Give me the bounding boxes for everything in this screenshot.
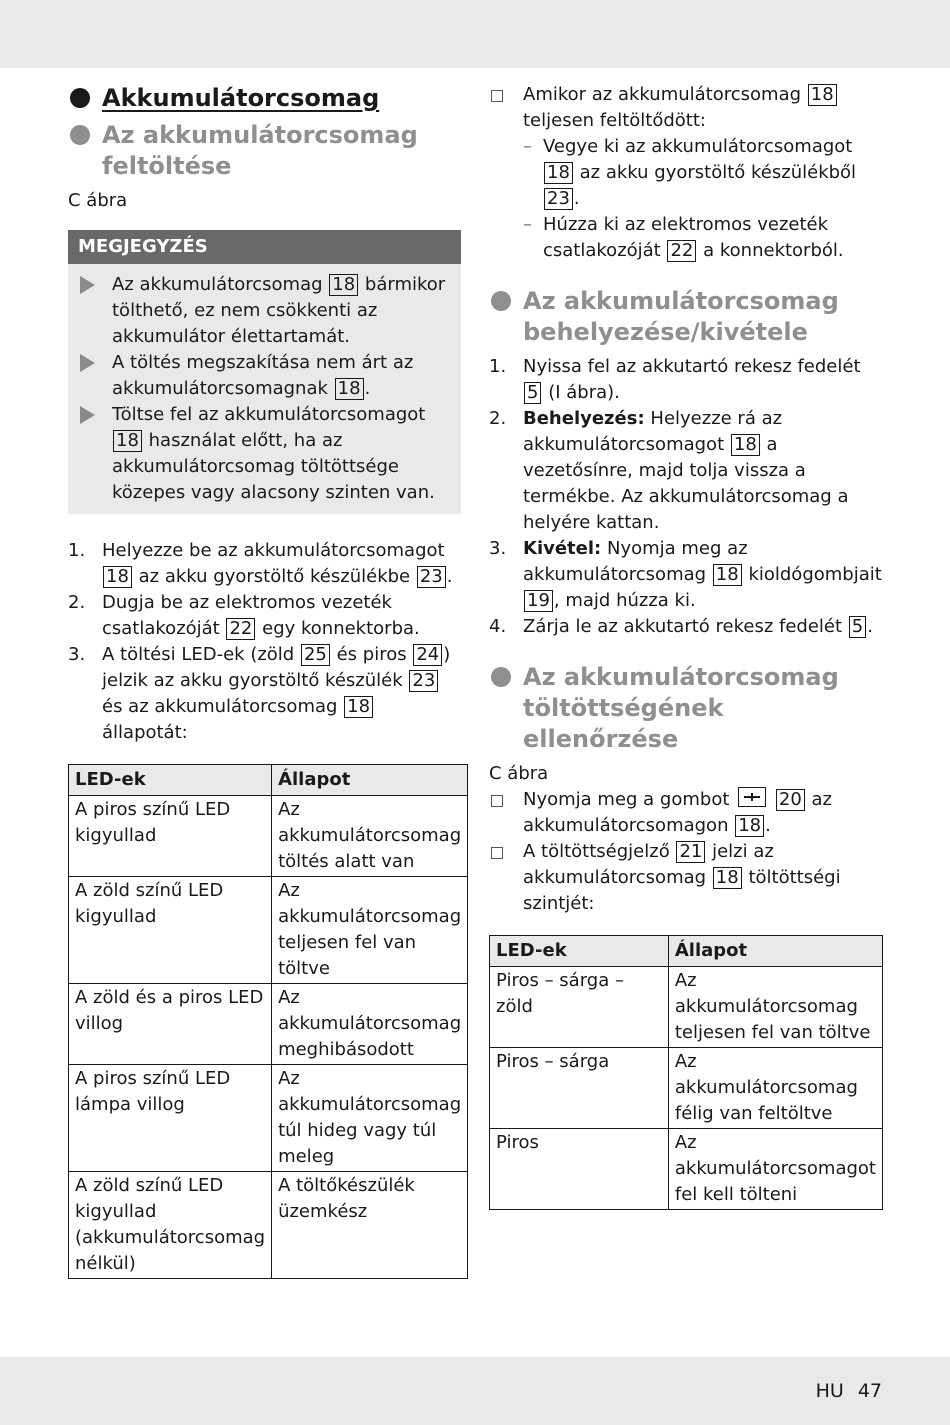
table-cell: Piros xyxy=(490,1129,669,1210)
list-item: – Húzza ki az elektromos vezeték csatlakozóját 22 a konnektorból. xyxy=(523,214,844,261)
ref-number: 19 xyxy=(524,590,553,612)
ref-number: 18 xyxy=(329,274,358,296)
ref-number: 18 xyxy=(808,84,837,106)
table-row xyxy=(490,1129,883,1210)
bullet-dot-icon xyxy=(491,291,511,311)
heading-charging: Az akkumulátorcsomag feltöltése xyxy=(68,120,461,182)
table-cell: Az akkumulátorcsomag félig van feltöltve xyxy=(668,1048,882,1129)
column-header: LED-ek xyxy=(69,765,272,796)
list-item: 4. Zárja le az akkutartó rekesz fedelét 5 . xyxy=(489,616,873,637)
table-header-row xyxy=(69,765,468,796)
table-cell: A piros színű LED lámpa villog xyxy=(69,1065,272,1172)
ref-number: 18 xyxy=(713,564,742,586)
ref-number: 18 xyxy=(731,434,760,456)
right-column xyxy=(489,82,883,1210)
ref-number: 18 xyxy=(713,867,742,889)
column-header: LED-ek xyxy=(490,936,669,967)
top-band xyxy=(0,0,950,68)
insert-remove-steps xyxy=(489,354,883,640)
note-item: Az akkumulátorcsomag 18 bármikor tölthető, ez nem csökkenti az akkumulátor élettartamát. xyxy=(78,272,453,350)
charging-steps xyxy=(68,538,461,746)
checkbox-bullet-icon xyxy=(491,795,503,807)
table-row xyxy=(490,1048,883,1129)
table-cell: Az akkumulátorcsomag teljesen fel van töltve xyxy=(668,967,882,1048)
list-item: Nyomja meg a gombot 20 az akkumulátorcsomagon 18 . xyxy=(489,787,883,839)
heading-charge-check: Az akkumulátorcsomag töltöttségének ellenőrzése xyxy=(489,662,883,755)
note-box xyxy=(68,230,461,514)
table-cell: Az akkumulátorcsomag meghibásodott xyxy=(272,984,468,1065)
table-header-row xyxy=(490,936,883,967)
ref-number: 24 xyxy=(413,644,442,666)
bullet-dot-icon xyxy=(70,88,90,108)
triangle-bullet-icon xyxy=(80,354,95,372)
table-cell: A zöld és a piros LED villog xyxy=(69,984,272,1065)
table-cell: Az akkumulátorcsomagot fel kell tölteni xyxy=(668,1129,882,1210)
dash-bullet: – xyxy=(523,136,532,157)
table-cell: A zöld színű LED kigyullad (akkumulátorcsomag nélkül) xyxy=(69,1172,272,1279)
ref-number: 18 xyxy=(735,815,764,837)
ref-number: 5 xyxy=(524,382,541,404)
note-item: Töltse fel az akkumulátorcsomagot 18 használat előtt, ha az akkumulátorcsomag töltöttsége közepes vagy alacsony szinten van. xyxy=(78,402,453,506)
list-item: 3. A töltési LED-ek (zöld 25 és piros 24 ) jelzik az akku gyorstöltő készülék 23 és az akkumulátorcsomag 18 állapotát: xyxy=(68,644,451,743)
table-cell: Az akkumulátorcsomag töltés alatt van xyxy=(272,796,468,877)
ref-number: 23 xyxy=(544,188,573,210)
list-item: 2. Behelyezés: Helyezze rá az akkumulátorcsomagot 18 a vezetősínre, majd tolja vissza a termékbe. Az akkumulátorcsomag a helyére kattan. xyxy=(489,408,849,533)
bullet-dot-icon xyxy=(491,667,511,687)
note-item: A töltés megszakítása nem árt az akkumulátorcsomagnak 18 . xyxy=(78,350,453,402)
table-cell: Az akkumulátorcsomag teljesen fel van töltve xyxy=(272,877,468,984)
ref-number: 22 xyxy=(667,240,696,262)
ref-number: 18 xyxy=(344,696,373,718)
page-footer xyxy=(816,1378,882,1404)
ref-number: 23 xyxy=(417,566,446,588)
ref-number: 22 xyxy=(226,618,255,640)
led-status-table xyxy=(68,764,468,1279)
list-item: 1. Helyezze be az akkumulátorcsomagot 18 az akku gyorstöltő készülékbe 23 . xyxy=(68,540,453,587)
bottom-band xyxy=(0,1357,950,1425)
ref-number: 25 xyxy=(301,644,330,666)
table-row xyxy=(69,796,468,877)
ref-number: 20 xyxy=(776,789,805,811)
checkbox-bullet-icon xyxy=(491,847,503,859)
page-number: 47 xyxy=(857,1380,882,1402)
table-row xyxy=(69,984,468,1065)
figure-reference: C ábra xyxy=(68,190,128,211)
column-header: Állapot xyxy=(272,765,468,796)
ref-number: 18 xyxy=(113,430,142,452)
triangle-bullet-icon xyxy=(80,276,95,294)
table-cell: A töltőkészülék üzemkész xyxy=(272,1172,468,1279)
triangle-bullet-icon xyxy=(80,406,95,424)
list-item: Amikor az akkumulátorcsomag 18 teljesen feltöltődött: xyxy=(489,82,883,134)
table-cell: Az akkumulátorcsomag túl hideg vagy túl meleg xyxy=(272,1065,468,1172)
charge-level-table xyxy=(489,935,883,1210)
list-item: 2. Dugja be az elektromos vezeték csatlakozóját 22 egy konnektorba. xyxy=(68,592,420,639)
table-cell: Piros – sárga xyxy=(490,1048,669,1129)
table-row xyxy=(69,1172,468,1279)
left-column xyxy=(68,82,461,1279)
column-header: Állapot xyxy=(668,936,882,967)
table-row xyxy=(490,967,883,1048)
ref-number: 18 xyxy=(544,162,573,184)
table-row xyxy=(69,877,468,984)
heading-insert-remove: Az akkumulátorcsomag behelyezése/kivétele xyxy=(489,286,883,348)
table-cell: A zöld színű LED kigyullad xyxy=(69,877,272,984)
list-item: A töltöttségjelző 21 jelzi az akkumulátorcsomag 18 töltöttségi szintjét: xyxy=(489,839,883,917)
ref-number: 18 xyxy=(103,566,132,588)
ref-number: 5 xyxy=(849,616,866,638)
table-cell: Piros – sárga – zöld xyxy=(490,967,669,1048)
list-item: – Vegye ki az akkumulátorcsomagot 18 az akku gyorstöltő készülékből 23 . xyxy=(523,136,857,209)
charge-button-symbol-icon xyxy=(738,787,766,807)
list-item: 3. Kivétel: Nyomja meg az akkumulátorcsomag 18 kioldógombjait 19 , majd húzza ki. xyxy=(489,538,882,611)
table-cell: A piros színű LED kigyullad xyxy=(69,796,272,877)
table-row xyxy=(69,1065,468,1172)
ref-number: 21 xyxy=(676,841,705,863)
list-item: 1. Nyissa fel az akkutartó rekesz fedelét 5 (I ábra). xyxy=(489,356,861,403)
section-heading-battery: Akkumulátorcsomag xyxy=(68,82,461,114)
note-title: MEGJEGYZÉS xyxy=(68,230,461,264)
ref-number: 23 xyxy=(409,670,438,692)
note-body xyxy=(68,264,461,514)
ref-number: 18 xyxy=(335,378,364,400)
dash-bullet: – xyxy=(523,214,532,235)
checkbox-bullet-icon xyxy=(491,90,503,102)
figure-reference: C ábra xyxy=(489,763,549,784)
bullet-dot-icon xyxy=(70,125,90,145)
language-code: HU xyxy=(815,1380,844,1402)
